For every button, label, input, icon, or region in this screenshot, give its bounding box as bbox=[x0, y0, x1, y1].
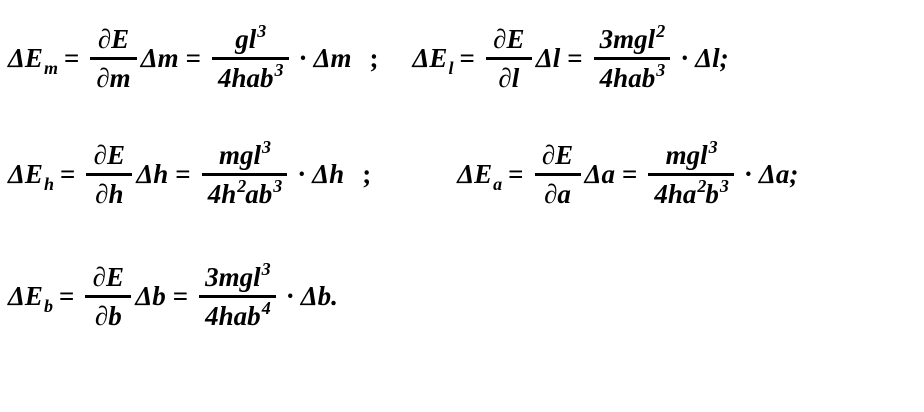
fraction-numerator: ∂E bbox=[92, 262, 124, 292]
equation-delta-Eh bbox=[8, 137, 372, 210]
equals-sign-2: = bbox=[185, 43, 202, 74]
den-term-1: 4h bbox=[207, 179, 237, 210]
den-exponent-2: 3 bbox=[273, 176, 283, 197]
fraction-bar bbox=[85, 295, 131, 298]
lhs-base: ΔE bbox=[457, 159, 493, 190]
den-term: 4hab bbox=[599, 63, 656, 94]
fraction-bar bbox=[486, 57, 532, 60]
fraction-numerator: ∂E bbox=[97, 24, 130, 54]
result-fraction bbox=[648, 137, 734, 210]
fraction-numerator: ∂E bbox=[541, 140, 574, 170]
fraction-bar bbox=[535, 173, 581, 176]
partial-derivative-fraction bbox=[90, 24, 136, 93]
fraction-denominator bbox=[202, 176, 288, 210]
fraction-denominator bbox=[212, 60, 289, 94]
partial-derivative-fraction bbox=[86, 140, 132, 209]
equation-delta-Eb bbox=[8, 259, 338, 332]
result-fraction bbox=[199, 259, 276, 332]
lhs-delta-Ea bbox=[457, 159, 503, 195]
lhs-subscript: m bbox=[43, 58, 58, 79]
multiplication-dot: · bbox=[285, 281, 295, 312]
lhs-subscript: l bbox=[448, 58, 454, 79]
fraction-numerator bbox=[660, 137, 723, 170]
tail-term: Δb. bbox=[300, 281, 338, 312]
partial-derivative-fraction bbox=[85, 262, 131, 331]
equals-sign: = bbox=[508, 159, 524, 190]
multiplication-dot: · bbox=[298, 43, 308, 74]
fraction-denominator: ∂b bbox=[94, 301, 122, 332]
fraction-numerator: ∂E bbox=[93, 140, 126, 170]
fraction-denominator: ∂a bbox=[544, 179, 571, 210]
delta-variable: Δl bbox=[535, 43, 561, 74]
terminator: ; bbox=[369, 43, 379, 74]
fraction-denominator bbox=[594, 60, 671, 94]
num-exponent: 3 bbox=[261, 259, 271, 279]
equals-sign-2: = bbox=[175, 159, 191, 190]
result-fraction bbox=[202, 137, 288, 210]
num-term: 3mgl bbox=[599, 24, 656, 54]
lhs-base: ΔE bbox=[8, 43, 43, 74]
den-term-2: b bbox=[705, 179, 719, 210]
num-term: 3mgl bbox=[205, 262, 261, 292]
den-exponent: 4 bbox=[261, 298, 271, 319]
equation-delta-Em bbox=[8, 21, 379, 94]
den-term-2: ab bbox=[245, 179, 273, 210]
tail-term: Δm bbox=[313, 43, 352, 74]
fraction-denominator bbox=[648, 176, 734, 210]
fraction-denominator bbox=[199, 298, 276, 332]
delta-variable: Δb bbox=[135, 281, 166, 312]
lhs-delta-Eh bbox=[8, 159, 54, 195]
delta-variable: Δm bbox=[140, 43, 179, 74]
lhs-subscript: h bbox=[43, 174, 54, 195]
fraction-numerator bbox=[229, 21, 271, 54]
tail-term: Δl; bbox=[695, 43, 729, 74]
lhs-delta-El bbox=[412, 43, 454, 79]
fraction-numerator bbox=[199, 259, 276, 292]
den-term-1: 4ha bbox=[654, 179, 697, 210]
result-fraction bbox=[212, 21, 289, 94]
equation-delta-Ea bbox=[457, 137, 799, 210]
fraction-denominator: ∂m bbox=[96, 63, 131, 94]
num-term: mgl bbox=[218, 140, 261, 170]
lhs-subscript: b bbox=[43, 296, 53, 317]
lhs-base: ΔE bbox=[412, 43, 448, 74]
fraction-numerator bbox=[213, 137, 276, 170]
equals-sign: = bbox=[63, 43, 80, 74]
lhs-subscript: a bbox=[493, 174, 503, 195]
den-exponent-1: 2 bbox=[697, 176, 707, 197]
lhs-delta-Em bbox=[8, 43, 58, 79]
partial-derivative-fraction bbox=[535, 140, 581, 209]
fraction-numerator bbox=[594, 21, 671, 54]
equals-sign: = bbox=[459, 43, 475, 74]
fraction-bar bbox=[90, 57, 136, 60]
num-exponent: 3 bbox=[261, 137, 271, 157]
num-exponent: 2 bbox=[656, 21, 666, 41]
num-exponent: 3 bbox=[708, 137, 718, 157]
equation-delta-El bbox=[412, 21, 729, 94]
lhs-base: ΔE bbox=[8, 159, 43, 190]
den-exponent: 3 bbox=[274, 60, 284, 81]
lhs-base: ΔE bbox=[8, 281, 43, 312]
equals-sign-2: = bbox=[567, 43, 583, 74]
den-exponent-2: 3 bbox=[719, 176, 729, 197]
lhs-delta-Eb bbox=[8, 281, 53, 317]
terminator: ; bbox=[362, 159, 372, 190]
equals-sign: = bbox=[59, 159, 76, 190]
equation-row-1 bbox=[8, 21, 729, 94]
result-fraction bbox=[594, 21, 671, 94]
fraction-denominator: ∂h bbox=[95, 179, 124, 210]
fraction-numerator: ∂E bbox=[493, 24, 525, 54]
equation-row-2 bbox=[8, 137, 799, 210]
equals-sign-2: = bbox=[621, 159, 638, 190]
den-term: 4hab bbox=[205, 301, 261, 332]
equation-row-3 bbox=[8, 259, 338, 332]
multiplication-dot: · bbox=[297, 159, 307, 190]
tail-term: Δh bbox=[312, 159, 345, 190]
delta-variable: Δh bbox=[136, 159, 169, 190]
den-term: 4hab bbox=[218, 63, 274, 94]
den-exponent: 3 bbox=[656, 60, 666, 81]
multiplication-dot: · bbox=[680, 43, 690, 74]
tail-term: Δa; bbox=[758, 159, 799, 190]
fraction-denominator: ∂l bbox=[498, 63, 520, 94]
partial-derivative-fraction bbox=[486, 24, 532, 93]
num-term: mgl bbox=[665, 140, 708, 170]
equals-sign: = bbox=[58, 281, 75, 312]
delta-variable: Δa bbox=[584, 159, 615, 190]
fraction-bar bbox=[86, 173, 132, 176]
equals-sign-2: = bbox=[172, 281, 189, 312]
den-exponent-1: 2 bbox=[237, 176, 247, 197]
multiplication-dot: · bbox=[743, 159, 753, 190]
num-term: gl bbox=[235, 24, 257, 54]
num-exponent: 3 bbox=[257, 21, 267, 41]
